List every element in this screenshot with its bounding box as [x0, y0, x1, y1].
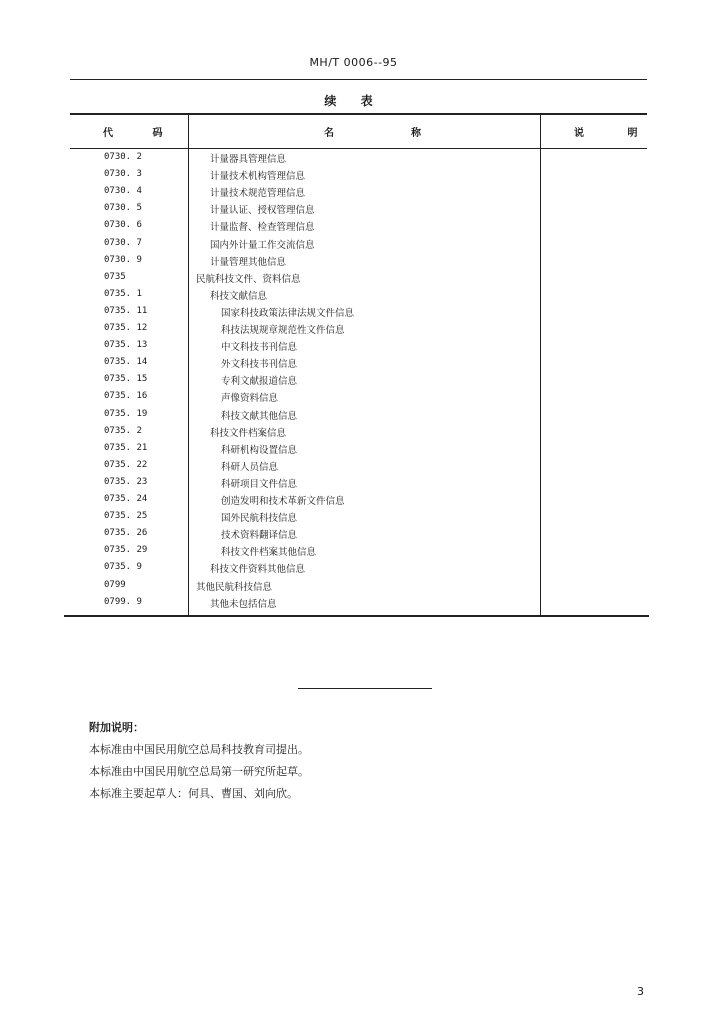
row-name: 国家科技政策法律法规文件信息 [221, 307, 355, 319]
table-bottom-rule [64, 615, 649, 617]
row-name: 科技文件档案其他信息 [221, 547, 317, 559]
row-code: 0735. 22 [104, 459, 148, 470]
table-row [0, 167, 707, 184]
row-code: 0735. 15 [104, 374, 148, 385]
table-row [0, 475, 707, 492]
row-name: 中文科技书刊信息 [221, 342, 298, 354]
row-name: 民航科技文件、资料信息 [196, 273, 301, 285]
notes-line: 本标准主要起草人：何具、曹国、刘向欣。 [89, 787, 298, 800]
table-row [0, 287, 707, 304]
table-row [0, 150, 707, 167]
row-code: 0799. 9 [104, 596, 142, 607]
page-number: 3 [637, 985, 644, 998]
standard-number: MH/T 0006--95 [309, 56, 398, 69]
row-name: 科研项目文件信息 [221, 478, 298, 490]
table-row [0, 236, 707, 253]
row-name: 技术资料翻译信息 [221, 530, 298, 542]
table-row [0, 389, 707, 406]
row-code: 0735 [104, 271, 126, 282]
table-row [0, 441, 707, 458]
table-row [0, 407, 707, 424]
row-name: 声像资料信息 [221, 393, 279, 405]
row-code: 0735. 14 [104, 357, 148, 368]
row-code: 0735. 29 [104, 545, 148, 556]
table-header-rule [70, 148, 647, 149]
row-code: 0730. 5 [104, 203, 142, 214]
row-code: 0730. 9 [104, 254, 142, 265]
row-name: 创造发明和技术革新文件信息 [221, 496, 345, 507]
table-row [0, 321, 707, 338]
row-code: 0735. 23 [104, 476, 148, 487]
row-name: 国外民航科技信息 [221, 513, 298, 525]
row-code: 0735. 12 [104, 323, 148, 333]
table-row [0, 560, 707, 577]
row-name: 计量管理其他信息 [210, 256, 287, 268]
table-row [0, 595, 707, 612]
row-name: 计量器具管理信息 [210, 154, 287, 165]
column-header-name-left: 名 [324, 128, 334, 139]
table-row [0, 355, 707, 372]
table-row [0, 578, 707, 595]
notes-line: 本标准由中国民用航空总局第一研究所起草。 [89, 765, 309, 778]
row-name: 科技文件档案信息 [210, 427, 287, 439]
row-code: 0730. 4 [104, 186, 142, 197]
row-code: 0735. 25 [104, 511, 148, 522]
notes-title: 附加说明： [89, 721, 144, 734]
row-code: 0730. 7 [104, 237, 142, 248]
row-code: 0735. 21 [104, 442, 148, 453]
row-name: 科研机构设置信息 [221, 444, 298, 456]
row-code: 0735. 1 [104, 288, 142, 299]
row-name: 专利文献报道信息 [221, 376, 298, 388]
additional-notes [89, 717, 309, 805]
column-header-note: 说 明 [574, 128, 658, 139]
row-code: 0735. 2 [104, 425, 142, 436]
row-name: 计量技术规范管理信息 [210, 188, 306, 200]
table-row [0, 304, 707, 321]
row-name: 其他民航科技信息 [196, 581, 273, 593]
row-code: 0735. 11 [104, 305, 148, 316]
table-row [0, 218, 707, 235]
row-name: 计量认证、授权管理信息 [210, 205, 315, 217]
row-code: 0735. 9 [104, 562, 142, 573]
table-row [0, 458, 707, 475]
row-name: 计量监督、检查管理信息 [210, 222, 315, 234]
row-code: 0735. 26 [104, 528, 148, 539]
row-name: 科技文件资料其他信息 [210, 564, 306, 576]
row-name: 科技文献其他信息 [221, 410, 298, 422]
row-code: 0730. 2 [104, 152, 142, 162]
row-name: 科技法规规章规范性文件信息 [221, 325, 345, 336]
row-code: 0735. 24 [104, 494, 148, 504]
row-name: 科研人员信息 [221, 461, 279, 473]
column-header-code: 代 码 [103, 128, 181, 139]
column-header-name [324, 124, 421, 139]
table-row [0, 509, 707, 526]
row-code: 0735. 19 [104, 408, 148, 419]
row-name: 其他未包括信息 [210, 598, 277, 610]
row-name: 科技文献信息 [210, 290, 268, 302]
table-row [0, 372, 707, 389]
table-caption: 续 表 [324, 94, 383, 108]
row-code: 0735. 16 [104, 391, 148, 402]
column-header-name-right: 称 [410, 128, 421, 139]
table-row [0, 424, 707, 441]
table-row [0, 270, 707, 287]
table-row [0, 526, 707, 543]
table-row [0, 184, 707, 201]
header-rule [70, 79, 647, 80]
table-row [0, 253, 707, 270]
row-code: 0730. 6 [104, 220, 142, 231]
row-code: 0799 [104, 579, 126, 590]
table-top-rule [70, 113, 647, 115]
notes-line: 本标准由中国民用航空总局科技教育司提出。 [89, 743, 309, 756]
row-code: 0735. 13 [104, 340, 148, 351]
end-divider [298, 688, 432, 689]
table-row [0, 338, 707, 355]
table-row [0, 543, 707, 560]
row-code: 0730. 3 [104, 169, 142, 180]
row-name: 计量技术机构管理信息 [210, 171, 306, 183]
table-row [0, 492, 707, 509]
table-row [0, 201, 707, 218]
row-name: 国内外计量工作交流信息 [210, 239, 315, 251]
row-name: 外文科技书刊信息 [221, 359, 298, 371]
